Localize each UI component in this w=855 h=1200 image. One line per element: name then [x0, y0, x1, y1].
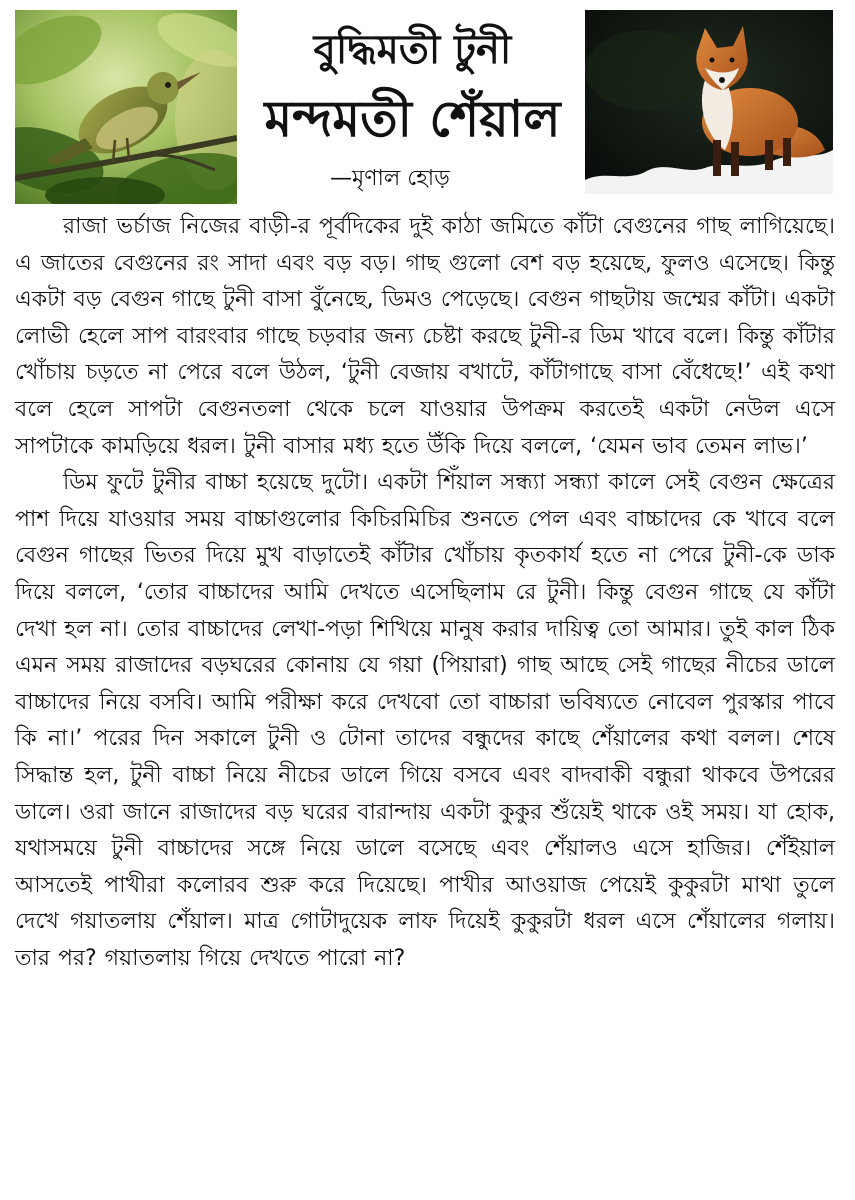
story-paragraph-2: ডিম ফুটে টুনীর বাচ্চা হয়েছে দুটো। একটা শিঁয়াল সন্ধ্যা সন্ধ্যা কালে সেই বেগুন ক্ষেত্রের পাশ দিয়ে যাওয়ার সময় বাচ্চাগুলোর কিচিরমিচির শুনতে পেল এবং বাচ্চাদের কে খাবে বলে বেগুন গাছের ভিতর দিয়ে মুখ বাড়াতেই কাঁটার খোঁচায় কৃতকার্য হতে না পেরে টুনী-কে ডাক দিয়ে বললে, ‘তোর বাচ্চাদের আমি দেখতে এসেছিলাম রে টুনী। কিন্তু বেগুন গাছে যে কাঁটা দেখা হল না। তোর বাচ্চাদের লেখা-পড়া শিখিয়ে মানুষ করার দায়িত্ব তো আমার। তুই কাল ঠিক এমন সময় রাজাদের বড়ঘরের কোনায় যে গয়া (পিয়ারা) গাছ আছে সেই গাছের নীচের ডালে বাচ্চাদের নিয়ে বসবি। আমি পরীক্ষা করে দেখবো তো বাচ্চারা ভবিষ্যতে নোবেল পুরস্কার পাবে কি না।’ পরের দিন সকালে টুনী ও টোনা তাদের বন্ধুদের কাছে শেঁয়ালের কথা বলল। শেষে সিদ্ধান্ত হল, টুনী বাচ্চা নিয়ে নীচের ডালে গিয়ে বসবে এবং বাদবাকী বন্ধুরা থাকবে উপরের ডালে। ওরা জানে রাজাদের বড় ঘরের বারান্দায় একটা কুকুর শুঁয়েই থাকে ওই সময়। যা হোক, যথাসময়ে টুনী বাচ্চাদের সঙ্গে নিয়ে ডালে বসেছে এবং শেঁয়ালও এসে হাজির। শেঁইয়াল আসতেই পাখীরা কলোরব শুরু করে দিয়েছে। পাখীর আওয়াজ পেয়েই কুকুরটা মাথা তুলে দেখে গয়াতলায় শেঁয়াল। মাত্র গোটাদুয়েক লাফ দিয়েই কুকুরটা ধরল এসে শেঁয়ালের গলায়। তার পর? গয়াতলায় গিয়ে দেখতে পারো না? — [15, 470, 835, 971]
story-title-line-2: মন্দমতী শেঁয়াল — [264, 89, 561, 148]
story-body — [15, 209, 835, 977]
fox-photo — [585, 10, 833, 194]
fox-illustration — [585, 10, 833, 194]
author-byline: —মৃণাল হোড় — [330, 166, 450, 191]
bird-illustration — [15, 10, 237, 204]
story-paragraph-1: রাজা ভর্চাজ নিজের বাড়ী-র পূর্বদিকের দুই কাঠা জমিতে কাঁটা বেগুনের গাছ লাগিয়েছে। এ জাতের বেগুনের রং সাদা এবং বড় বড়। গাছ গুলো বেশ বড় হয়েছে, ফুলও এসেছে। কিন্তু একটা বড় বেগুন গাছে টুনী বাসা বুঁনেছে, ডিমও পেড়েছে। বেগুন গাছটায় জম্মের কাঁটা। একটা লোভী হেলে সাপ বারংবার গাছে চড়বার জন্য চেষ্টা করছে টুনী-র ডিম খাবে বলে। কিন্তু কাঁটার খোঁচায় চড়তে না পেরে বলে উঠল, ‘টুনী বেজায় বখাটে, কাঁটাগাছে বাসা বেঁধেছে!’ এই কথা বলে হেলে সাপটা বেগুনতলা থেকে চলে যাওয়ার উপক্রম করতেই একটা নেউল এসে সাপটাকে কামড়িয়ে ধরল। টুনী বাসার মধ্য হতে উঁকি দিয়ে বললে, ‘যেমন ভাব তেমন লাভ।’ — [15, 214, 835, 459]
bird-photo — [15, 10, 237, 204]
story-title-line-1: বুদ্ধিমতী টুনী — [313, 26, 512, 73]
